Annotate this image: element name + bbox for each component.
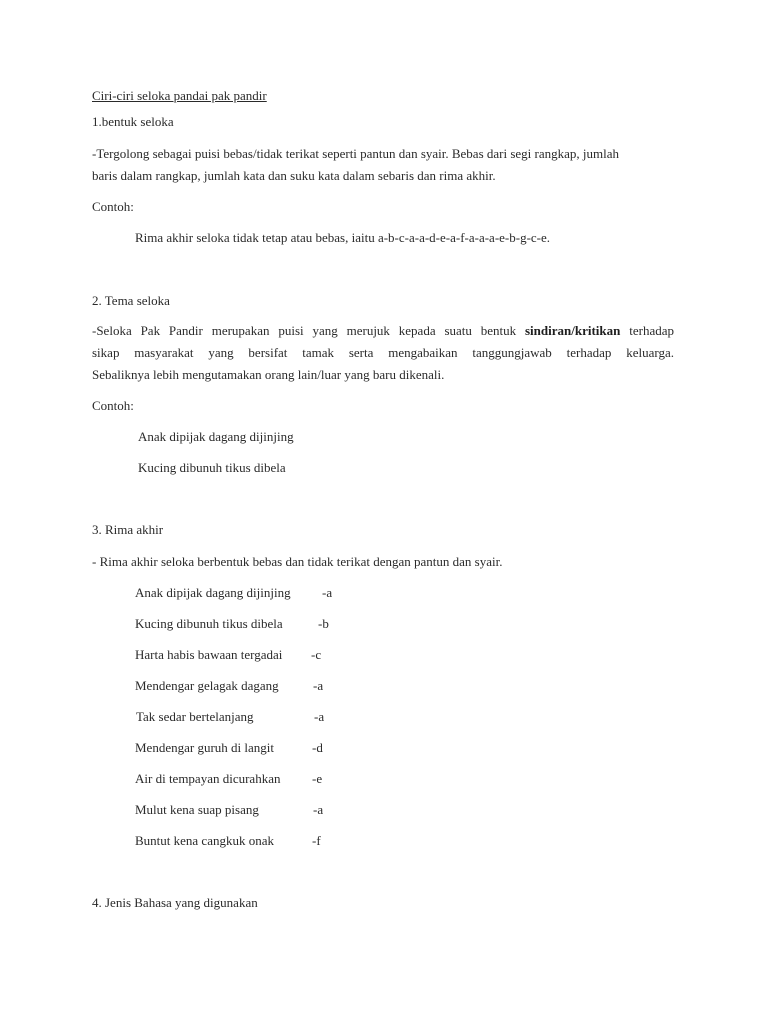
- rima-line-text: Anak dipijak dagang dijinjing: [135, 585, 291, 600]
- rima-line-text: Tak sedar bertelanjang: [136, 709, 254, 724]
- rima-row: [135, 709, 325, 725]
- section-2-text-before-bold: -Seloka Pak Pandir merupakan puisi yang merujuk kepada suatu bentuk: [92, 323, 525, 338]
- section-1-paragraph-line-2: baris dalam rangkap, jumlah kata dan suku kata dalam sebaris dan rima akhir.: [92, 168, 496, 183]
- rima-line-text: Mendengar gelagak dagang: [135, 678, 279, 693]
- rima-row: [135, 740, 323, 756]
- rima-code: -d: [312, 740, 323, 755]
- rima-row: [135, 585, 333, 601]
- rima-row: [135, 616, 329, 632]
- section-2-example-1: Anak dipijak dagang dijinjing: [138, 429, 294, 444]
- rima-line-text: Air di tempayan dicurahkan: [135, 771, 281, 786]
- section-2-paragraph-line-3: Sebaliknya lebih mengutamakan orang lain/luar yang baru dikenali.: [92, 367, 445, 382]
- rima-line-text: Harta habis bawaan tergadai: [135, 647, 283, 662]
- document-title: Ciri-ciri seloka pandai pak pandir: [92, 88, 267, 103]
- rima-code: -a: [314, 709, 325, 724]
- section-2-example-2: Kucing dibunuh tikus dibela: [138, 460, 286, 475]
- section-3-heading: 3. Rima akhir: [92, 522, 164, 537]
- rima-code: -a: [313, 802, 324, 817]
- rima-row: [135, 802, 324, 818]
- rima-row: [135, 833, 321, 849]
- rima-row: [135, 678, 324, 694]
- rima-row: [135, 771, 323, 787]
- section-2-paragraph-line-2: sikap masyarakat yang bersifat tamak serta mengabaikan tanggungjawab terhadap keluarga.: [92, 345, 674, 360]
- section-2-paragraph-line-1: [92, 323, 674, 339]
- rima-row: [135, 647, 322, 663]
- rima-code: -b: [318, 616, 329, 631]
- section-4-heading: 4. Jenis Bahasa yang digunakan: [92, 895, 258, 910]
- section-1-example: Rima akhir seloka tidak tetap atau bebas, iaitu a-b-c-a-a-d-e-a-f-a-a-a-e-b-g-c-e.: [135, 230, 551, 245]
- rima-line-text: Mendengar guruh di langit: [135, 740, 274, 755]
- rima-line-text: Buntut kena cangkuk onak: [135, 833, 274, 848]
- section-1-heading: 1.bentuk seloka: [92, 114, 174, 129]
- section-2-contoh-label: Contoh:: [92, 398, 134, 413]
- rima-line-text: Kucing dibunuh tikus dibela: [135, 616, 283, 631]
- section-1-paragraph-line-1: -Tergolong sebagai puisi bebas/tidak terikat seperti pantun dan syair. Bebas dari segi rangkap, jumlah: [92, 146, 620, 161]
- rima-code: -e: [312, 771, 323, 786]
- rima-code: -c: [311, 647, 322, 662]
- rima-line-text: Mulut kena suap pisang: [135, 802, 259, 817]
- section-3-paragraph: - Rima akhir seloka berbentuk bebas dan tidak terikat dengan pantun dan syair.: [92, 554, 503, 569]
- section-1-contoh-label: Contoh:: [92, 199, 134, 214]
- section-2-heading: 2. Tema seloka: [92, 293, 170, 308]
- rima-code: -a: [322, 585, 333, 600]
- rima-code: -f: [312, 833, 321, 848]
- section-2-text-after-bold: terhadap: [620, 323, 674, 338]
- rima-code: -a: [313, 678, 324, 693]
- section-2-bold-term: sindiran/kritikan: [525, 323, 621, 338]
